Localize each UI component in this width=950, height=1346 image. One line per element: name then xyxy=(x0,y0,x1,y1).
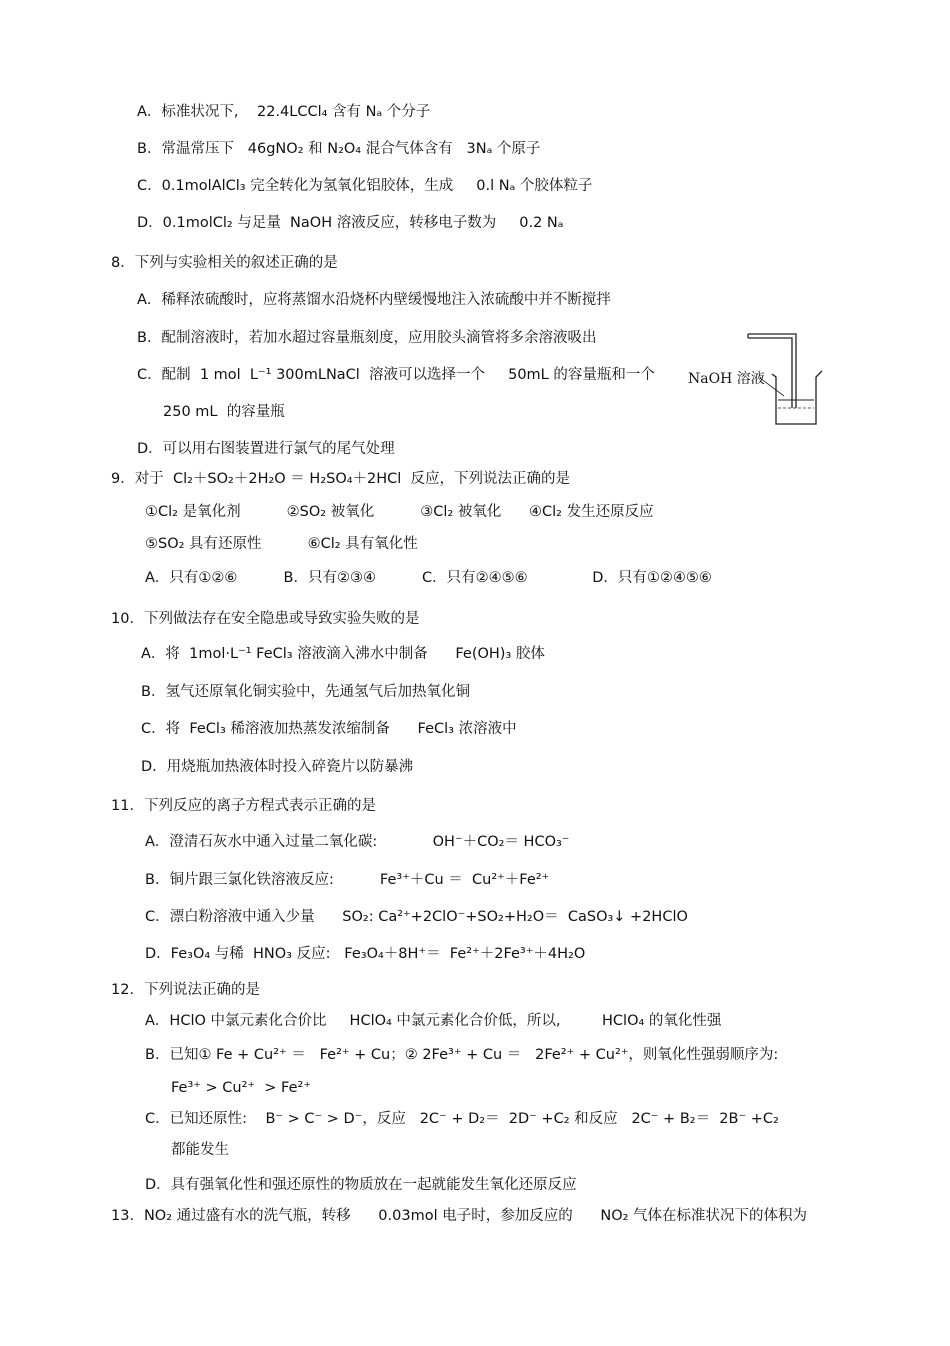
q8-option-b: B．配制溶液时，若加水超过容量瓶刻度，应用胶头滴管将多余溶液吸出 xyxy=(137,330,597,346)
q8-option-c: C．配制 1 mol L⁻¹ 300mLNaCl 溶液可以选择一个 50mL 的容量瓶和一个 xyxy=(137,367,655,383)
q12-option-b: B．已知① Fe + Cu²⁺ ＝ Fe²⁺ + Cu；② 2Fe³⁺ + Cu ＝ 2Fe²⁺ + Cu²⁺，则氧化性强弱顺序为: xyxy=(145,1047,779,1063)
q7-option-a: A．标准状况下, 22.4LCCl₄ 含有 Nₐ 个分子 xyxy=(137,104,431,120)
q7-option-c: C．0.1molAlCl₃ 完全转化为氢氧化铝胶体，生成 0.l Nₐ 个胶体粒子 xyxy=(137,178,593,194)
q11-option-a: A．澄清石灰水中通入过量二氧化碳: OH⁻＋CO₂＝ HCO₃⁻ xyxy=(145,834,570,850)
q11-option-c: C．漂白粉溶液中通入少量 SO₂: Ca²⁺+2ClO⁻+SO₂+H₂O＝ CaSO₃↓ +2HClO xyxy=(145,909,688,925)
q11-option-d: D．Fe₃O₄ 与稀 HNO₃ 反应: Fe₃O₄＋8H⁺＝ Fe²⁺＋2Fe³⁺＋4H₂O xyxy=(145,946,586,962)
q11-option-b: B．铜片跟三氯化铁溶液反应: Fe³⁺＋Cu ＝ Cu²⁺＋Fe²⁺ xyxy=(145,872,550,888)
q12-stem: 12．下列说法正确的是 xyxy=(111,982,260,998)
q10-option-c: C．将 FeCl₃ 稀溶液加热蒸发浓缩制备 FeCl₃ 浓溶液中 xyxy=(141,721,517,737)
q12-option-c: C．已知还原性: B⁻ > C⁻ > D⁻，反应 2C⁻ + D₂＝ 2D⁻ +C₂ 和反应 2C⁻ + B₂＝ 2B⁻ +C₂ xyxy=(145,1111,779,1127)
q7-option-b: B．常温常压下 46gNO₂ 和 N₂O₄ 混合气体含有 3Nₐ 个原子 xyxy=(137,141,541,157)
q9-stem: 9．对于 Cl₂＋SO₂＋2H₂O ＝ H₂SO₄＋2HCl 反应，下列说法正确的是 xyxy=(111,471,571,487)
q11-stem: 11．下列反应的离子方程式表示正确的是 xyxy=(111,798,376,814)
naoh-label: NaOH 溶液 xyxy=(688,371,765,387)
q12-option-d: D．具有强氧化性和强还原性的物质放在一起就能发生氧化还原反应 xyxy=(145,1177,577,1193)
q8-stem: 8．下列与实验相关的叙述正确的是 xyxy=(111,255,338,271)
q12-option-a: A．HClO 中氯元素化合价比 HClO₄ 中氯元素化合价低，所以, HClO₄ 的氧化性强 xyxy=(145,1013,722,1029)
q10-option-b: B．氢气还原氧化铜实验中，先通氢气后加热氧化铜 xyxy=(141,684,470,700)
q9-options: A．只有①②⑥ B．只有②③④ C．只有②④⑤⑥ D．只有①②④⑤⑥ xyxy=(145,570,712,586)
q8-option-d: D．可以用右图装置进行氯气的尾气处理 xyxy=(137,441,395,457)
q10-option-a: A．将 1mol·L⁻¹ FeCl₃ 溶液滴入沸水中制备 Fe(OH)₃ 胶体 xyxy=(141,646,545,662)
q12-option-b-cont: Fe³⁺ > Cu²⁺ > Fe²⁺ xyxy=(171,1080,311,1096)
q10-option-d: D．用烧瓶加热液体时投入碎瓷片以防暴沸 xyxy=(141,759,414,775)
q9-statements-2: ⑤SO₂ 具有还原性 ⑥Cl₂ 具有氧化性 xyxy=(145,536,418,552)
q10-stem: 10．下列做法存在安全隐患或导致实验失败的是 xyxy=(111,611,420,627)
q13-stem: 13．NO₂ 通过盛有水的洗气瓶，转移 0.03mol 电子时，参加反应的 NO₂ 气体在标准状况下的体积为 xyxy=(111,1208,808,1224)
q12-option-c-cont: 都能发生 xyxy=(171,1142,229,1158)
q7-option-d: D．0.1molCl₂ 与足量 NaOH 溶液反应，转移电子数为 0.2 Nₐ xyxy=(137,215,564,231)
q8-option-a: A．稀释浓硫酸时，应将蒸馏水沿烧杯内壁缓慢地注入浓硫酸中并不断搅拌 xyxy=(137,292,611,308)
q9-statements-1: ①Cl₂ 是氧化剂 ②SO₂ 被氧化 ③Cl₂ 被氧化 ④Cl₂ 发生还原反应 xyxy=(145,504,654,520)
q8-option-c-cont: 250 mL 的容量瓶 xyxy=(163,404,285,420)
